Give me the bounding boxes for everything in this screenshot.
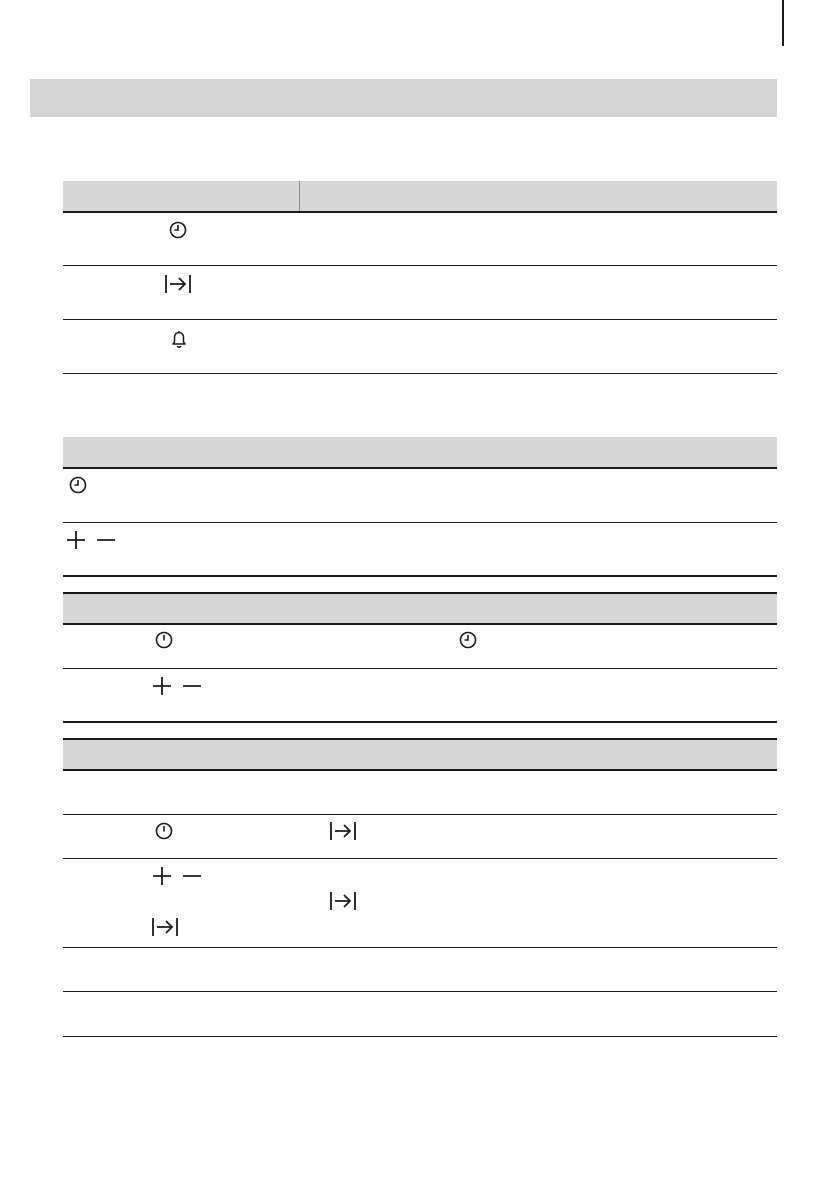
row-rule: [63, 858, 777, 859]
plus-icon: [152, 676, 172, 696]
header-rule: [63, 623, 777, 625]
plus-icon: [152, 866, 172, 886]
end-arrow-icon: [164, 274, 192, 294]
row-rule: [63, 814, 777, 815]
clock-icon: [458, 630, 478, 650]
row-rule: [63, 522, 777, 523]
table-header-row: [63, 740, 777, 769]
minus-icon: [96, 530, 116, 550]
end-arrow-icon: [329, 891, 357, 911]
table-header-row: [63, 437, 777, 467]
row-rule: [63, 265, 777, 266]
end-arrow-icon: [151, 917, 179, 937]
page-edge-marker: [782, 0, 784, 46]
header-rule: [63, 769, 777, 771]
timer-dial-icon: [154, 630, 174, 650]
end-arrow-icon: [329, 821, 357, 841]
plus-icon: [66, 530, 86, 550]
section-heading-band: [30, 79, 777, 117]
minus-icon: [182, 866, 202, 886]
bell-icon: [170, 329, 188, 349]
clock-icon: [168, 220, 188, 240]
clock-icon: [68, 475, 88, 495]
column-separator: [299, 181, 300, 211]
timer-dial-icon: [154, 821, 174, 841]
row-rule: [63, 947, 777, 948]
row-rule: [63, 319, 777, 320]
table-bottom-rule: [63, 1036, 777, 1037]
header-rule: [63, 211, 777, 213]
table-bottom-rule: [63, 721, 777, 723]
table-header-row: [63, 181, 777, 211]
header-rule: [63, 467, 777, 469]
row-rule: [63, 668, 777, 669]
table-header-row: [63, 594, 777, 623]
table-bottom-rule: [63, 575, 777, 577]
table-bottom-rule: [63, 373, 777, 374]
minus-icon: [182, 676, 202, 696]
row-rule: [63, 991, 777, 992]
